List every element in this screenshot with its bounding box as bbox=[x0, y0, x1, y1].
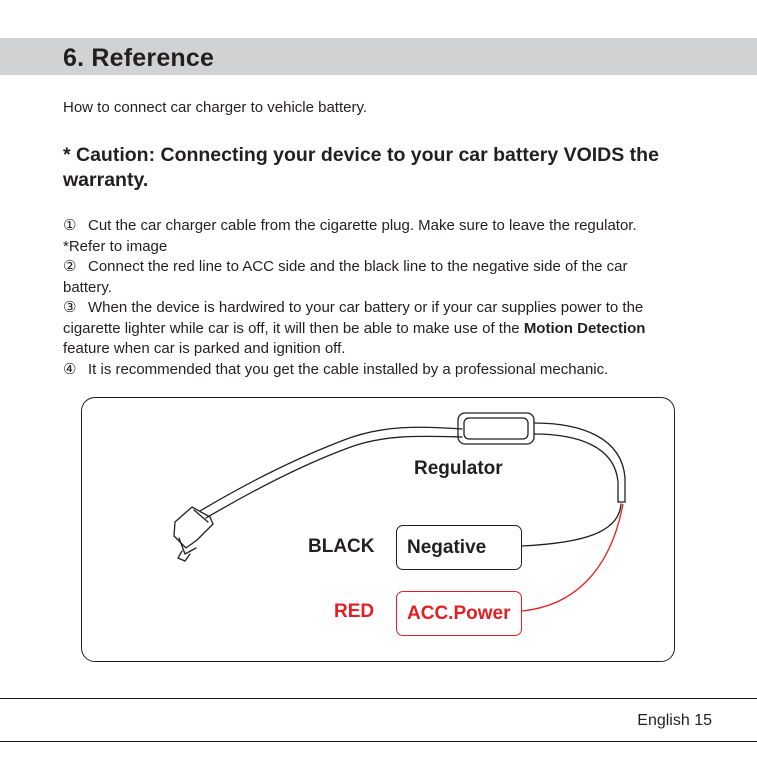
step-1 bbox=[63, 216, 688, 237]
step-2 bbox=[63, 257, 688, 278]
section-title: Reference bbox=[91, 44, 215, 72]
red-wire-label: RED bbox=[334, 601, 375, 622]
motion-detection-term: Motion Detection bbox=[523, 319, 646, 337]
step-3-text: When the device is hardwired to your car battery or if your car supplies power to the bbox=[88, 299, 644, 316]
cable-inner-right bbox=[534, 434, 618, 502]
intro-text: How to connect car charger to vehicle battery. bbox=[63, 99, 368, 116]
footer-divider-bottom bbox=[0, 741, 757, 742]
step-3-end: feature when car is parked and ignition off. bbox=[63, 340, 346, 357]
step-2-marker: ② bbox=[63, 258, 77, 275]
step-2-text: Connect the red line to ACC side and the black line to the negative side of the car bbox=[88, 258, 628, 275]
black-wire-label: BLACK bbox=[308, 536, 375, 557]
negative-terminal-box bbox=[396, 525, 522, 570]
step-3-text-b: cigarette lighter while car is off, it will then be able to make use of the bbox=[63, 319, 520, 337]
wiring-illustration bbox=[82, 398, 676, 663]
page-number: English 15 bbox=[637, 712, 712, 729]
red-wire bbox=[522, 504, 623, 611]
black-wire bbox=[522, 504, 621, 546]
step-4-text: It is recommended that you get the cable installed by a professional mechanic. bbox=[88, 360, 609, 378]
wiring-diagram bbox=[81, 397, 675, 662]
negative-label: Negative bbox=[407, 536, 487, 558]
step-3 bbox=[63, 298, 688, 319]
regulator-inner bbox=[464, 418, 528, 439]
acc-power-box bbox=[396, 591, 522, 636]
step-1-text: Cut the car charger cable from the cigarette plug. Make sure to leave the regulator. bbox=[88, 217, 637, 234]
caution-warning: * Caution: Connecting your device to your car battery VOIDS the warranty. bbox=[63, 144, 659, 191]
page-title: 6. Reference bbox=[63, 44, 215, 72]
step-4-marker: ④ bbox=[63, 360, 77, 378]
section-number: 6 bbox=[63, 44, 78, 72]
refer-note: *Refer to image bbox=[63, 237, 168, 255]
step-1-marker: ① bbox=[63, 217, 77, 234]
instruction-steps bbox=[63, 216, 688, 380]
step-4 bbox=[63, 360, 688, 381]
step-2-continuation: battery. bbox=[63, 278, 112, 296]
regulator-label: Regulator bbox=[414, 458, 503, 479]
acc-power-label: ACC.Power bbox=[407, 602, 511, 624]
footer-divider-top bbox=[0, 698, 757, 699]
step-3-marker: ③ bbox=[63, 299, 77, 316]
step-3-continuation bbox=[63, 319, 688, 340]
